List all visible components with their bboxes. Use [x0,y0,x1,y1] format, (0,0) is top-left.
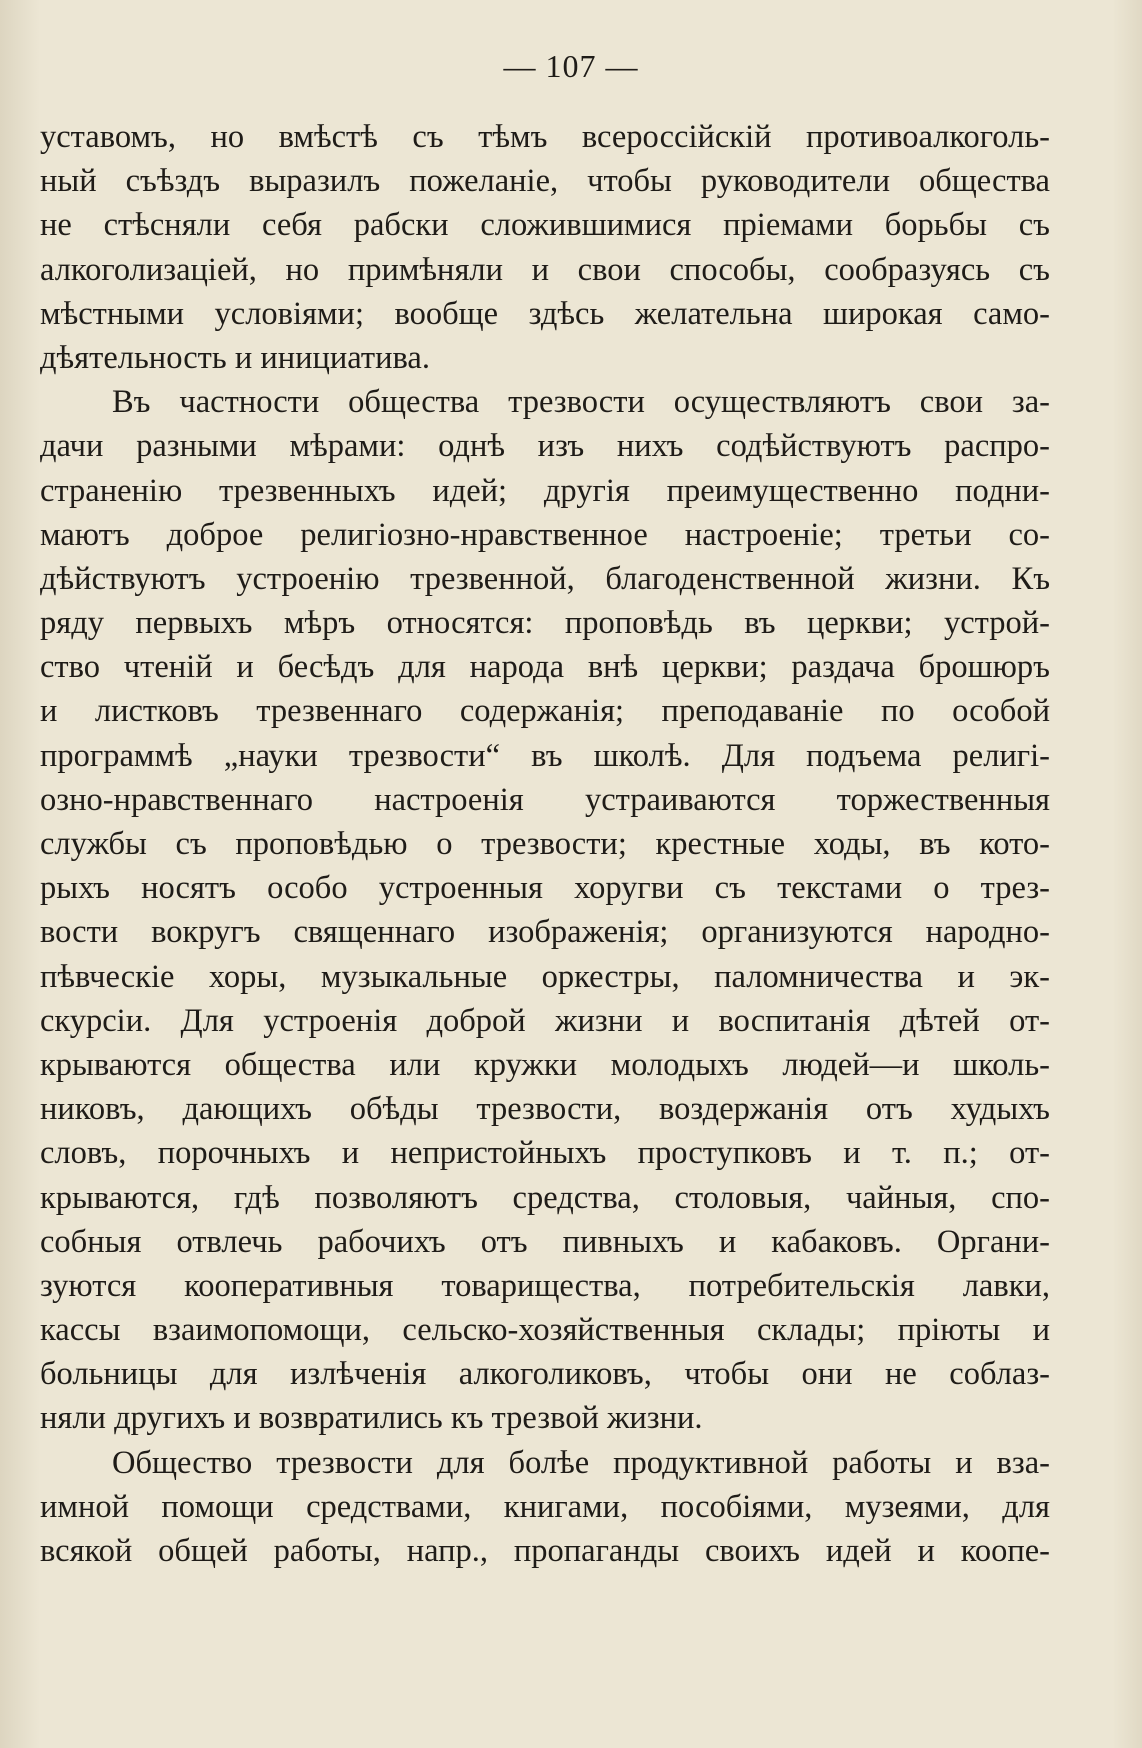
text-line: дачи разными мѣрами: однѣ изъ нихъ содѣйствуютъ распро- [40,428,1050,465]
text-line: маютъ доброе религiозно-нравственное настроенiе; третьи со- [40,516,1050,553]
text-line: больницы для излѣченiя алкоголиковъ, чтобы они не соблаз- [40,1356,1050,1393]
text-line: имной помощи средствами, книгами, пособiями, музеями, для [40,1488,1050,1525]
text-line: всякой общей работы, напр., пропаганды своихъ идей и коопе- [40,1533,1050,1569]
text-line: ство чтенiй и бесѣдъ для народа внѣ церкви; раздача брошюръ [40,649,1050,686]
text-line: озно-нравственнаго настроенiя устраиваются торжественныя [40,781,1050,818]
text-line: собныя отвлечь рабочихъ отъ пивныхъ и кабаковъ. Органи- [40,1223,1050,1260]
text-line: скурсiи. Для устроенiя доброй жизни и воспитанiя дѣтей от- [40,1002,1050,1039]
text-line: никовъ, дающихъ обѣды трезвости, воздержанiя отъ худыхъ [40,1091,1050,1128]
text-line: вости вокругъ священнаго изображенiя; организуются народно- [40,914,1050,951]
text-line: ряду первыхъ мѣръ относятся: проповѣдь въ церкви; устрой- [40,605,1050,642]
text-line: словъ, порочныхъ и непристойныхъ проступковъ и т. п.; от- [40,1135,1050,1172]
text-line: алкоголизацiей, но примѣняли и свои способы, сообразуясь съ [40,251,1050,288]
text-line: уставомъ, но вмѣстѣ съ тѣмъ всероссiйскiй противоалкоголь- [40,119,1050,155]
text-line: Въ частности общества трезвости осуществляютъ свои за- [112,384,1050,421]
text-line: мѣстными условiями; вообще здѣсь желательна широкая само- [40,295,1050,332]
text-line: Общество трезвости для болѣе продуктивной работы и вза- [112,1444,1050,1481]
text-line: программѣ „науки трезвости“ въ школѣ. Для подъема религi- [40,737,1050,774]
text-line: дѣятельность и инициатива. [40,339,430,376]
text-line: крываются, гдѣ позволяютъ средства, столовыя, чайныя, спо- [40,1179,1050,1216]
text-line: службы съ проповѣдью о трезвости; крестные ходы, въ кото- [40,826,1050,862]
text-line: няли другихъ и возвратились къ трезвой жизни. [40,1400,703,1437]
text-line: зуются кооперативныя товарищества, потребительскiя лавки, [40,1267,1050,1304]
text-line: дѣйствуютъ устроенiю трезвенной, благоденственной жизни. Къ [40,560,1050,597]
text-line: кассы взаимопомощи, сельско-хозяйственныя склады; прiюты и [40,1312,1050,1349]
text-line: ный съѣздъ выразилъ пожеланiе, чтобы руководители общества [40,163,1050,200]
text-line: не стѣсняли себя рабски сложившимися прiемами борьбы съ [40,207,1050,244]
body-text [40,115,1050,1573]
text-line: рыхъ носятъ особо устроенныя хоругви съ текстами о трез- [40,870,1050,907]
text-line: и листковъ трезвеннаго содержанiя; преподаванiе по особой [40,693,1050,730]
page-number: — 107 — [503,48,639,84]
text-line: пѣвческiе хоры, музыкальные оркестры, паломничества и эк- [40,958,1050,995]
text-line: страненiю трезвенныхъ идей; другiя преимущественно подни- [40,472,1050,509]
text-line: крываются общества или кружки молодыхъ людей—и школь- [40,1046,1050,1083]
